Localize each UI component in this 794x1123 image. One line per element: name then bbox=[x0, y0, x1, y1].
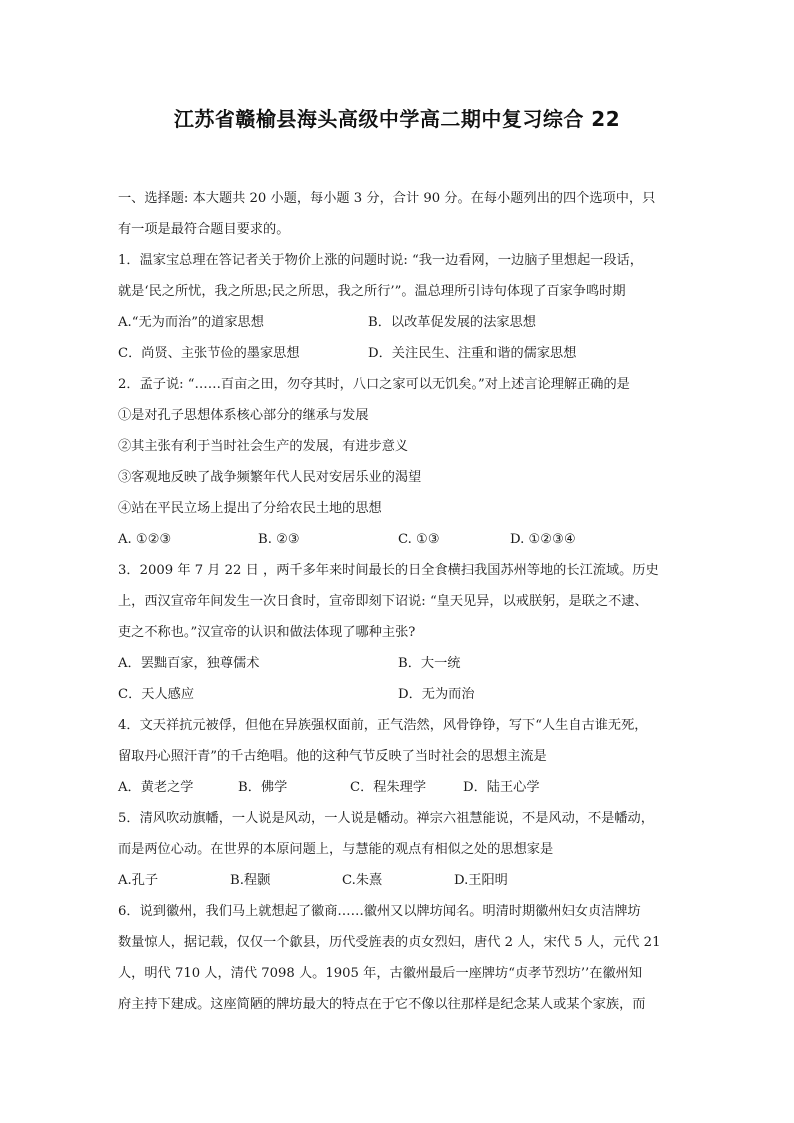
question-4-option-c: C．程朱理学 bbox=[350, 780, 427, 795]
question-4-stem-line-1: 4．文天祥抗元被俘，但他在异族强权面前，正气浩然，风骨铮铮，写下“人生自古谁无死， bbox=[118, 718, 648, 733]
question-3-option-b: B．大一统 bbox=[398, 656, 461, 671]
question-4-option-d: D．陆王心学 bbox=[463, 780, 540, 795]
question-6-stem-line-1: 6．说到徽州，我们马上就想起了徽商……徽州又以牌坊闻名。明清时期徽州妇女贞洁牌坊 bbox=[118, 904, 641, 919]
question-2-statement-4: ④站在平民立场上提出了分给农民土地的思想 bbox=[118, 501, 382, 516]
question-3-option-a: A．罢黜百家，独尊儒术 bbox=[118, 656, 260, 671]
section-instructions-line-2: 有一项是最符合题目要求的。 bbox=[118, 222, 290, 237]
question-1-options-row-1 bbox=[118, 307, 678, 338]
question-6-stem-line-3: 人，明代 710 人，清代 7098 人。1905 年，古徽州最后一座牌坊“贞孝节烈坊’’在徽州知 bbox=[118, 966, 643, 981]
question-2-option-a: A. ①②③ bbox=[118, 532, 172, 547]
question-3-options-row-2 bbox=[118, 679, 678, 710]
exam-content bbox=[118, 183, 678, 1020]
question-2-option-c: C. ①③ bbox=[398, 532, 440, 547]
question-5-stem-line-1: 5．清风吹动旗幡，一人说是风动，一人说是幡动。禅宗六祖慧能说，不是风动，不是幡动， bbox=[118, 811, 654, 826]
question-3-option-d: D．无为而治 bbox=[398, 687, 475, 702]
question-3-options-row-1 bbox=[118, 648, 678, 679]
question-2-statement-3: ③客观地反映了战争频繁年代人民对安居乐业的渴望 bbox=[118, 470, 422, 485]
section-instructions-line-1: 一、选择题: 本大题共 20 小题，每小题 3 分，合计 90 分。在每小题列出的四个选项中，只 bbox=[118, 191, 656, 206]
question-3-option-c: C．天人感应 bbox=[118, 687, 195, 702]
question-3-stem-line-3: 吏之不称也。”汉宣帝的认识和做法体现了哪种主张? bbox=[118, 625, 416, 640]
question-1-stem-line-2: 就是‘民之所忧，我之所思;民之所思，我之所行’”。温总理所引诗句体现了百家争鸣时期 bbox=[118, 284, 626, 299]
question-5-option-d: D.王阳明 bbox=[454, 873, 508, 888]
question-3-stem-line-2: 上，西汉宣帝年间发生一次日食时，宣帝即刻下诏说: “皇天见异，以戒朕躬，是联之不逮、 bbox=[118, 594, 648, 609]
question-6-stem-line-2: 数量惊人，据记载，仅仅一个歙县，历代受旌表的贞女烈妇，唐代 2 人，宋代 5 人，元代 21 bbox=[118, 935, 661, 950]
question-1-option-c: C．尚贤、主张节俭的墨家思想 bbox=[118, 346, 300, 361]
question-5-option-c: C.朱熹 bbox=[342, 873, 383, 888]
question-4-options-row bbox=[118, 772, 678, 803]
question-5-option-a: A.孔子 bbox=[118, 873, 159, 888]
question-1-options-row-2 bbox=[118, 338, 678, 369]
question-4-option-a: A．黄老之学 bbox=[118, 780, 194, 795]
question-5-options-row bbox=[118, 865, 678, 896]
question-2-option-b: B. ②③ bbox=[258, 532, 300, 547]
question-5-option-b: B.程颢 bbox=[230, 873, 271, 888]
question-3-stem-line-1: 3．2009 年 7 月 22 日 ，两千多年来时间最长的日全食横扫我国苏州等地的长江流域。历史 bbox=[118, 563, 659, 578]
question-2-options-row bbox=[118, 524, 678, 555]
question-2-statement-1: ①是对孔子思想体系核心部分的继承与发展 bbox=[118, 408, 369, 423]
page-title: 江苏省赣榆县海头高级中学高二期中复习综合 22 bbox=[173, 107, 621, 131]
question-6-stem-line-4: 府主持下建成。这座简陋的牌坊最大的特点在于它不像以往那样是纪念某人或某个家族，而 bbox=[118, 997, 646, 1012]
question-4-stem-line-2: 留取丹心照汗青”的千古绝唱。他的这种气节反映了当时社会的思想主流是 bbox=[118, 749, 547, 764]
question-2-option-d: D. ①②③④ bbox=[510, 532, 576, 547]
question-5-stem-line-2: 而是两位心动。在世界的本原问题上，与慧能的观点有相似之处的思想家是 bbox=[118, 842, 554, 857]
question-2-stem: 2．孟子说: “……百亩之田，勿夺其时，八口之家可以无饥矣。”对上述言论理解正确的是 bbox=[118, 377, 630, 392]
question-1-option-a: A.“无为而治”的道家思想 bbox=[118, 315, 264, 330]
question-4-option-b: B．佛学 bbox=[238, 780, 288, 795]
question-1-option-d: D．关注民生、注重和谐的儒家思想 bbox=[368, 346, 577, 361]
question-1-option-b: B．以改革促发展的法家思想 bbox=[368, 315, 536, 330]
question-2-statement-2: ②其主张有利于当时社会生产的发展，有进步意义 bbox=[118, 439, 409, 454]
question-1-stem-line-1: 1．温家宝总理在答记者关于物价上涨的问题时说: “我一边看网，一边脑子里想起一段话， bbox=[118, 253, 643, 268]
